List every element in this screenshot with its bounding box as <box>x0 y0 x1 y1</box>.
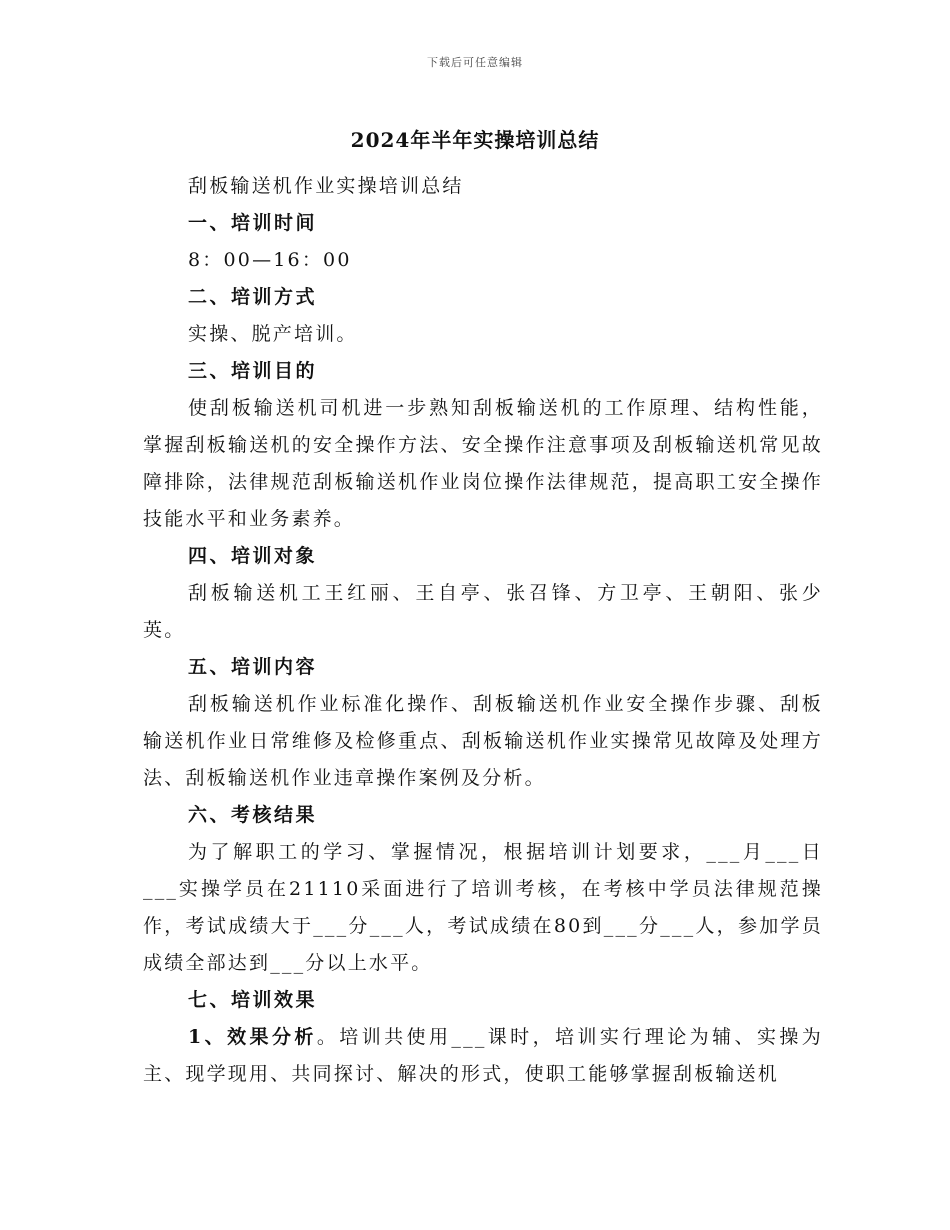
effect-text: 。培训共使用___课时，培训实行理论为辅、实操为主、现学现用、共同探讨、解决的形式，使职工能够掌握刮板输送机 <box>143 1026 824 1085</box>
section-text-result: 为了解职工的学习、掌握情况，根据培训计划要求，___月___日___实操学员在21110采面进行了培训考核，在考核中学员法律规范操作，考试成绩大于___分___人，考试成绩在80到___分___人，参加学员成绩全部达到___分以上水平。 <box>143 841 823 974</box>
document-title: 2024年半年实操培训总结 <box>350 128 600 152</box>
section-heading-method: 二、培训方式 <box>188 286 318 308</box>
section-text-target: 刮板输送机工王红丽、王自亭、张召锋、方卫亭、王朝阳、张少英。 <box>143 582 823 641</box>
section-heading-target: 四、培训对象 <box>188 545 318 567</box>
effect-lead: 1、效果分析 <box>188 1026 317 1048</box>
section-heading-effect: 七、培训效果 <box>188 989 318 1011</box>
section-text-purpose: 使刮板输送机司机进一步熟知刮板输送机的工作原理、结构性能，掌握刮板输送机的安全操作方法、安全操作注意事项及刮板输送机常见故障排除，法律规范刮板输送机作业岗位操作法律规范，提高职工安全操作技能水平和业务素养。 <box>143 397 823 530</box>
section-heading-result: 六、考核结果 <box>188 804 318 826</box>
section-text-effect <box>143 1019 823 1093</box>
section-heading-time: 一、培训时间 <box>188 212 318 234</box>
header-note: 下载后可任意编辑 <box>427 56 523 69</box>
section-text-method: 实操、脱产培训。 <box>188 323 358 345</box>
section-text-content: 刮板输送机作业标准化操作、刮板输送机作业安全操作步骤、刮板输送机作业日常维修及检修重点、刮板输送机作业实操常见故障及处理方法、刮板输送机作业违章操作案例及分析。 <box>143 693 823 789</box>
section-text-time: 8：00—16：00 <box>188 249 352 271</box>
section-heading-purpose: 三、培训目的 <box>188 360 318 382</box>
section-heading-content: 五、培训内容 <box>188 656 318 678</box>
document-subtitle: 刮板输送机作业实操培训总结 <box>188 175 464 197</box>
document-body <box>143 168 823 1093</box>
